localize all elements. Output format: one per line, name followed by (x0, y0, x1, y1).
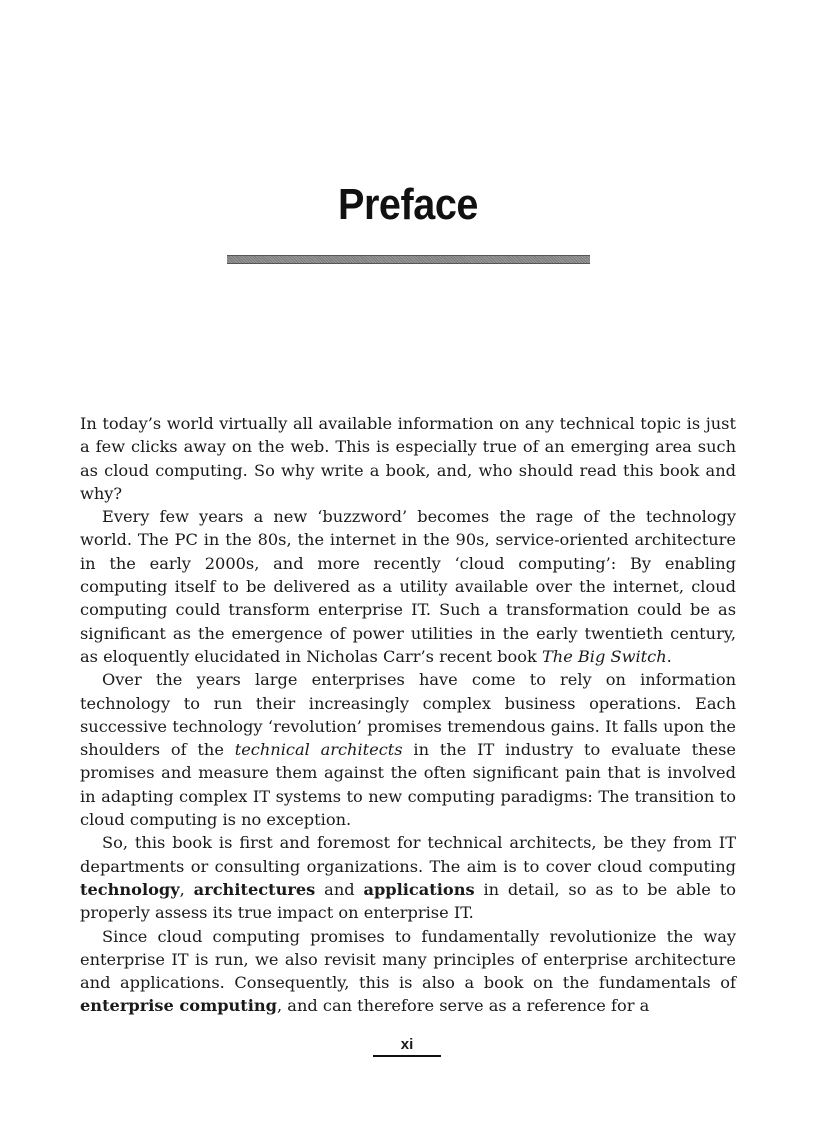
book-title-italic: The Big Switch (541, 646, 667, 666)
preface-body (80, 412, 736, 1018)
paragraph-2-text-a: Every few years a new ‘buzzword’ becomes the rage of the technology world. The PC in the 80s, the internet in the 90s, service-oriented architecture in the early 2000s, and more recently ‘cloud computing’: By enabling computing itself to be delivered as a utility available over the internet, cloud computing could transform enterprise IT. Such a transformation could be as significant as the emergence of power utilities in the early twentieth century, as eloquently elucidated in Nicholas Carr’s recent book (80, 507, 736, 666)
title-underline-bar (227, 255, 590, 264)
paragraph-5-text-b: , and can therefore serve as a reference for a (277, 996, 650, 1016)
chapter-title: Preface (338, 180, 478, 229)
paragraph-5 (80, 925, 736, 1018)
paragraph-4-sep-1: , (179, 879, 194, 899)
paragraph-3-text-b: in the IT industry to evaluate these promises and measure them against the often significant pain that is involved in adapting complex IT systems to new computing paradigms: The transition to cloud computing is no exception. (80, 740, 736, 830)
paragraph-2-text-b: . (666, 646, 672, 666)
enterprise-computing-bold: enterprise computing (80, 996, 278, 1016)
technology-bold: technology (80, 879, 180, 899)
applications-bold: applications (363, 879, 475, 899)
paragraph-1 (80, 412, 736, 505)
paragraph-5-text-a: Since cloud computing promises to fundamentally revolutionize the way enterprise IT is run, we also revisit many principles of enterprise architecture and applications. Consequently, this is also a book on the fundamentals of (80, 926, 736, 993)
paragraph-3 (80, 668, 736, 831)
paragraph-1-text: In today’s world virtually all available information on any technical topic is just a few clicks away on the web. This is especially true of an emerging area such as cloud computing. So why write a book, and, who should read this book and why? (80, 414, 736, 503)
paragraph-4-sep-2: and (315, 879, 364, 899)
technical-architects-italic: technical architects (234, 740, 403, 760)
paragraph-4-text-b: in detail, so as to be able to properly assess its true impact on enterprise IT. (80, 879, 737, 923)
paragraph-4 (80, 831, 736, 924)
page-number: xi (373, 1036, 441, 1057)
paragraph-4-text-a: So, this book is first and foremost for technical architects, be they from IT departments or consulting organizations. The aim is to cover cloud computing (80, 833, 736, 876)
architectures-bold: architectures (193, 879, 316, 899)
paragraph-2 (80, 505, 736, 668)
paragraph-3-text-a: Over the years large enterprises have come to rely on information technology to run their increasingly complex business operations. Each successive technology ‘revolution’ promises tremendous gains. It falls upon the shoulders of the (80, 670, 736, 760)
